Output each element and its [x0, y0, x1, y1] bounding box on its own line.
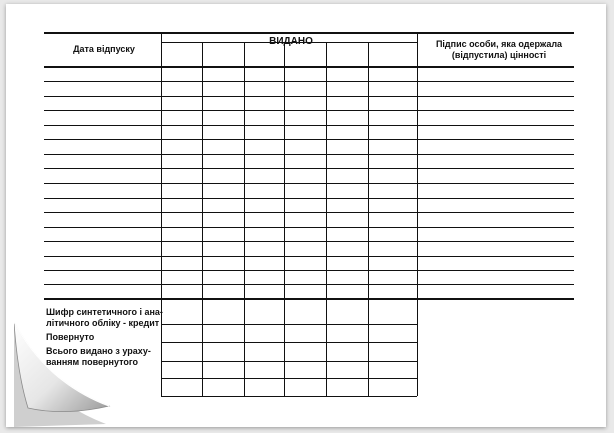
page-curl-graphic	[14, 322, 124, 427]
table-row-line	[44, 110, 574, 111]
date-column-divider	[161, 32, 162, 396]
signature-header-line-2: (відпустила) цінності	[451, 50, 547, 60]
table-row-line	[44, 183, 574, 184]
footer-bottom-rule	[161, 396, 417, 397]
footer-row-line	[161, 324, 417, 325]
signature-column-header	[419, 39, 579, 61]
table-row-line	[44, 198, 574, 199]
footer-row-line	[161, 378, 417, 379]
signature-column-divider	[417, 32, 418, 396]
total-issued-line-2: ванням повернутого	[46, 357, 139, 367]
table-row-line	[44, 154, 574, 155]
issued-column-divider	[202, 42, 203, 396]
table-row-line	[44, 139, 574, 140]
table-row-line	[44, 256, 574, 257]
issued-column-divider	[368, 42, 369, 396]
table-row-line	[44, 241, 574, 242]
table-row-line	[44, 96, 574, 97]
issued-column-divider	[244, 42, 245, 396]
account-code-line-2: літичного обліку - кредит	[46, 318, 160, 328]
body-bottom-rule	[44, 298, 574, 300]
table-row-line	[44, 270, 574, 271]
footer-row-line	[161, 361, 417, 362]
total-issued-line-1: Всього видано з ураху-	[46, 346, 151, 356]
table-row-line	[44, 227, 574, 228]
table-row-line	[44, 168, 574, 169]
issued-column-divider	[326, 42, 327, 396]
signature-header-line-1: Підпис особи, яка одержала	[435, 39, 563, 49]
table-row-line	[44, 81, 574, 82]
header-bottom-rule	[44, 66, 574, 68]
table-row-line	[44, 212, 574, 213]
account-code-line-1: Шифр синтетичного і ана-	[46, 307, 163, 317]
date-column-header: Дата відпуску	[73, 44, 135, 54]
table-row-line	[44, 284, 574, 285]
returned-label: Повернуто	[46, 332, 95, 342]
table-top-rule	[44, 32, 574, 34]
issued-column-divider	[284, 42, 285, 396]
footer-row-line	[161, 342, 417, 343]
table-row-line	[44, 125, 574, 126]
issued-column-header: ВИДАНО	[269, 36, 313, 47]
